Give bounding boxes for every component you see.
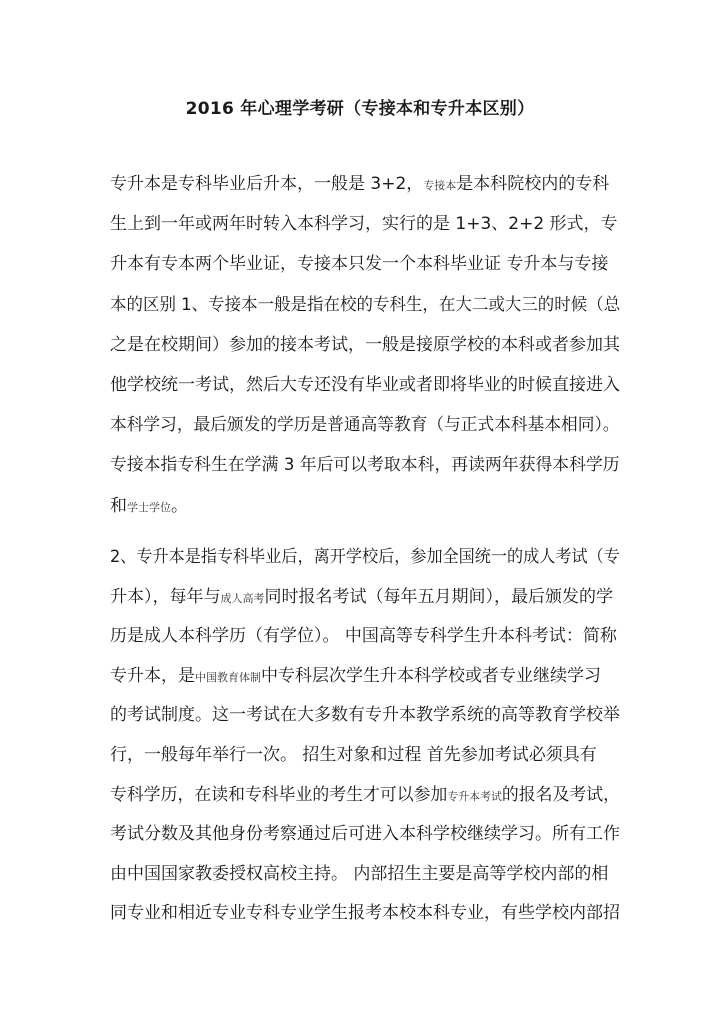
- text-line: [110, 545, 620, 569]
- text-segment: 专科学历，在读和专科毕业的考生才可以参加: [110, 784, 448, 805]
- text-segment: 之是在校期间）参加的接本考试，一般是接原学校的本科或者参加其: [110, 334, 620, 355]
- inline-term: 成人高考: [220, 591, 265, 605]
- text-line: [110, 252, 620, 276]
- text-segment: 升本），每年与: [110, 586, 221, 607]
- text-line: [110, 743, 620, 767]
- text-segment: 和: [110, 495, 127, 516]
- text-segment: 行，一般每年举行一次。 招生对象和过程 首先参加考试必须具有: [110, 745, 597, 765]
- text-line: [110, 664, 620, 690]
- text-segment: 本的区别 1、专接本一般是指在校的专科生，在大二或大三的时候（总: [110, 294, 621, 315]
- text-line: [110, 822, 620, 846]
- text-segment: 专升本是专科毕业后升本，一般是 3+2，: [110, 174, 424, 194]
- text-line: [110, 585, 620, 611]
- text-segment: 他学校统一考试，然后大专还没有毕业或者即将毕业的时候直接进入: [110, 375, 620, 395]
- text-segment: 历是成人本科学历（有学位）。 中国高等专科学生升本科考试：简称: [110, 626, 617, 647]
- text-line: [110, 172, 620, 198]
- text-segment: 。: [171, 495, 188, 516]
- text-segment: 同专业和相近专业专科专业学生报考本校本科专业，有些学校内部招: [110, 903, 620, 924]
- inline-term: 专接本: [423, 179, 457, 192]
- inline-term: 专升本考试: [447, 789, 502, 803]
- text-segment: 的报名及考试，: [501, 784, 620, 805]
- text-line: [110, 333, 620, 357]
- text-line: [110, 703, 620, 727]
- text-line: [110, 494, 620, 520]
- text-line: [110, 901, 620, 925]
- text-segment: 2、专升本是指专科毕业后，离开学校后，参加全国统一的成人考试（专: [110, 547, 620, 567]
- document-title: 2016 年心理学考研（专接本和专升本区别）: [185, 99, 535, 119]
- text-line: [110, 624, 620, 648]
- text-line: [110, 293, 621, 317]
- text-line: [110, 413, 620, 437]
- text-segment: 本科学习，最后颁发的学历是普通高等教育（与正式本科基本相同）。: [110, 415, 620, 436]
- text-segment: 考试分数及其他身份考察通过后可进入本科学校继续学习。所有工作: [110, 824, 620, 845]
- text-segment: 由中国国家教委授权高校主持。 内部招生主要是高等学校内部的相: [110, 863, 609, 884]
- text-segment: 中专科层次学生升本科学校或者专业继续学习: [261, 665, 601, 686]
- inline-term: 中国教育体制: [195, 670, 261, 684]
- text-segment: 的考试制度。这一考试在大多数有专升本教学系统的高等教育学校举: [110, 705, 620, 726]
- text-segment: 生上到一年或两年时转入本科学习，实行的是 1+3、2+2 形式，专: [110, 214, 618, 235]
- text-line: [110, 212, 620, 236]
- text-segment: 专升本，是: [110, 665, 195, 686]
- text-line: [110, 453, 620, 477]
- text-line: [110, 783, 620, 809]
- text-segment: 是本科院校内的专科: [456, 174, 610, 194]
- text-segment: 升本有专本两个毕业证，专接本只发一个本科毕业证 专升本与专接: [110, 254, 609, 275]
- inline-term: 学士学位: [127, 500, 171, 514]
- text-line: [110, 373, 620, 397]
- text-line: [110, 862, 620, 886]
- text-segment: 同时报名考试（每年五月期间），最后颁发的学: [264, 586, 613, 607]
- text-segment: 专接本指专科生在学满 3 年后可以考取本科，再读两年获得本科学历: [110, 455, 620, 476]
